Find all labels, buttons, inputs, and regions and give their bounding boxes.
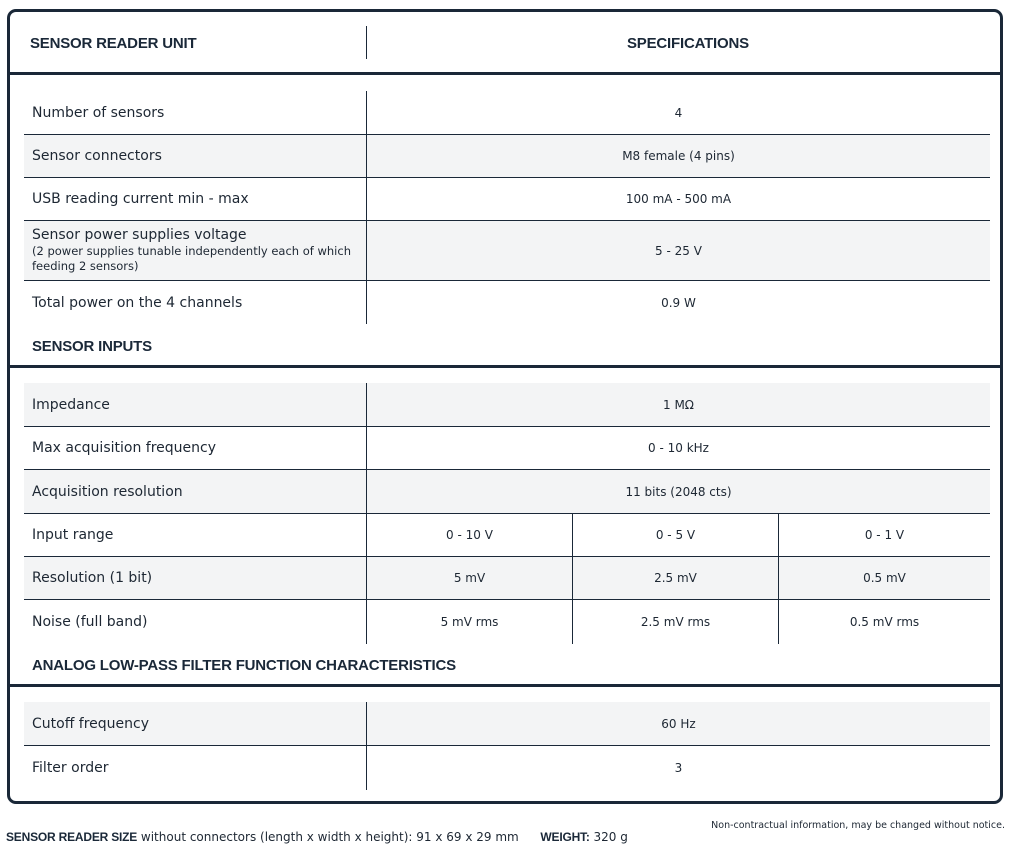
row-value: 60 Hz — [661, 716, 696, 731]
row-value: 100 mA - 500 mA — [625, 192, 732, 206]
header-rule — [7, 72, 1003, 75]
header-right-title: SPECIFICATIONS — [627, 35, 749, 52]
spec-row — [24, 427, 990, 470]
spec-row — [24, 135, 990, 178]
row-value: 11 bits (2048 cts) — [625, 484, 732, 499]
row-label-main: Sensor power supplies voltage — [32, 227, 247, 243]
row-label: Max acquisition frequency — [32, 440, 216, 456]
row-label — [32, 221, 362, 280]
spec-row — [24, 221, 990, 281]
row-label: Impedance — [32, 396, 110, 413]
spec-row — [24, 470, 990, 514]
spec-row — [24, 383, 990, 427]
section-title-sensor-inputs: SENSOR INPUTS — [32, 338, 152, 355]
row-label: Cutoff frequency — [32, 715, 150, 732]
section-rule — [7, 365, 1003, 368]
footer-dimensions — [6, 830, 628, 844]
spec-row — [24, 600, 990, 644]
row-value: 4 — [674, 105, 683, 120]
section-rule — [7, 684, 1003, 687]
row-value: M8 female (4 pins) — [622, 149, 735, 163]
row-label-note: (2 power supplies tunable independently each of which feeding 2 sensors) — [32, 244, 351, 273]
row-value: 0 - 10 kHz — [648, 441, 709, 455]
header-divider — [366, 26, 367, 59]
row-value: 2.5 mV rms — [640, 615, 711, 629]
row-value: 0.9 W — [661, 295, 696, 310]
row-label: Sensor connectors — [32, 148, 162, 164]
spec-row — [24, 281, 990, 324]
row-value: 0.5 mV — [863, 571, 906, 585]
row-value: 5 mV — [453, 571, 486, 585]
row-label: Resolution (1 bit) — [32, 570, 153, 586]
row-value: 3 — [674, 761, 683, 775]
size-text: without connectors (length x width x height): 91 x 69 x 29 mm — [137, 830, 519, 844]
row-value: 5 - 25 V — [655, 243, 702, 258]
row-label: Noise (full band) — [32, 614, 148, 630]
weight-value: 320 g — [589, 830, 628, 844]
row-label: Acquisition resolution — [32, 483, 183, 500]
row-label: Number of sensors — [32, 104, 165, 121]
section-title-filter: ANALOG LOW-PASS FILTER FUNCTION CHARACTERISTICS — [32, 657, 456, 674]
spec-row — [24, 91, 990, 135]
weight-label: WEIGHT: — [540, 830, 590, 844]
row-label: USB reading current min - max — [32, 191, 249, 207]
row-value: 5 mV rms — [440, 615, 499, 629]
header-left-title: SENSOR READER UNIT — [30, 35, 197, 52]
spec-row — [24, 557, 990, 600]
disclaimer-note: Non-contractual information, may be changed without notice. — [711, 820, 1005, 831]
size-label: SENSOR READER SIZE — [6, 830, 138, 844]
row-value: 0 - 10 V — [446, 528, 493, 542]
row-value: 0 - 5 V — [655, 528, 696, 542]
row-label: Filter order — [32, 760, 109, 776]
row-value: 1 MΩ — [663, 397, 694, 412]
spec-row — [24, 746, 990, 790]
spec-row — [24, 514, 990, 557]
row-value: 0.5 mV rms — [849, 615, 920, 629]
spec-row — [24, 702, 990, 746]
row-value: 2.5 mV — [654, 571, 697, 585]
row-value: 0 - 1 V — [864, 528, 905, 542]
spec-row — [24, 178, 990, 221]
row-label: Total power on the 4 channels — [32, 294, 243, 311]
row-label: Input range — [32, 527, 114, 543]
